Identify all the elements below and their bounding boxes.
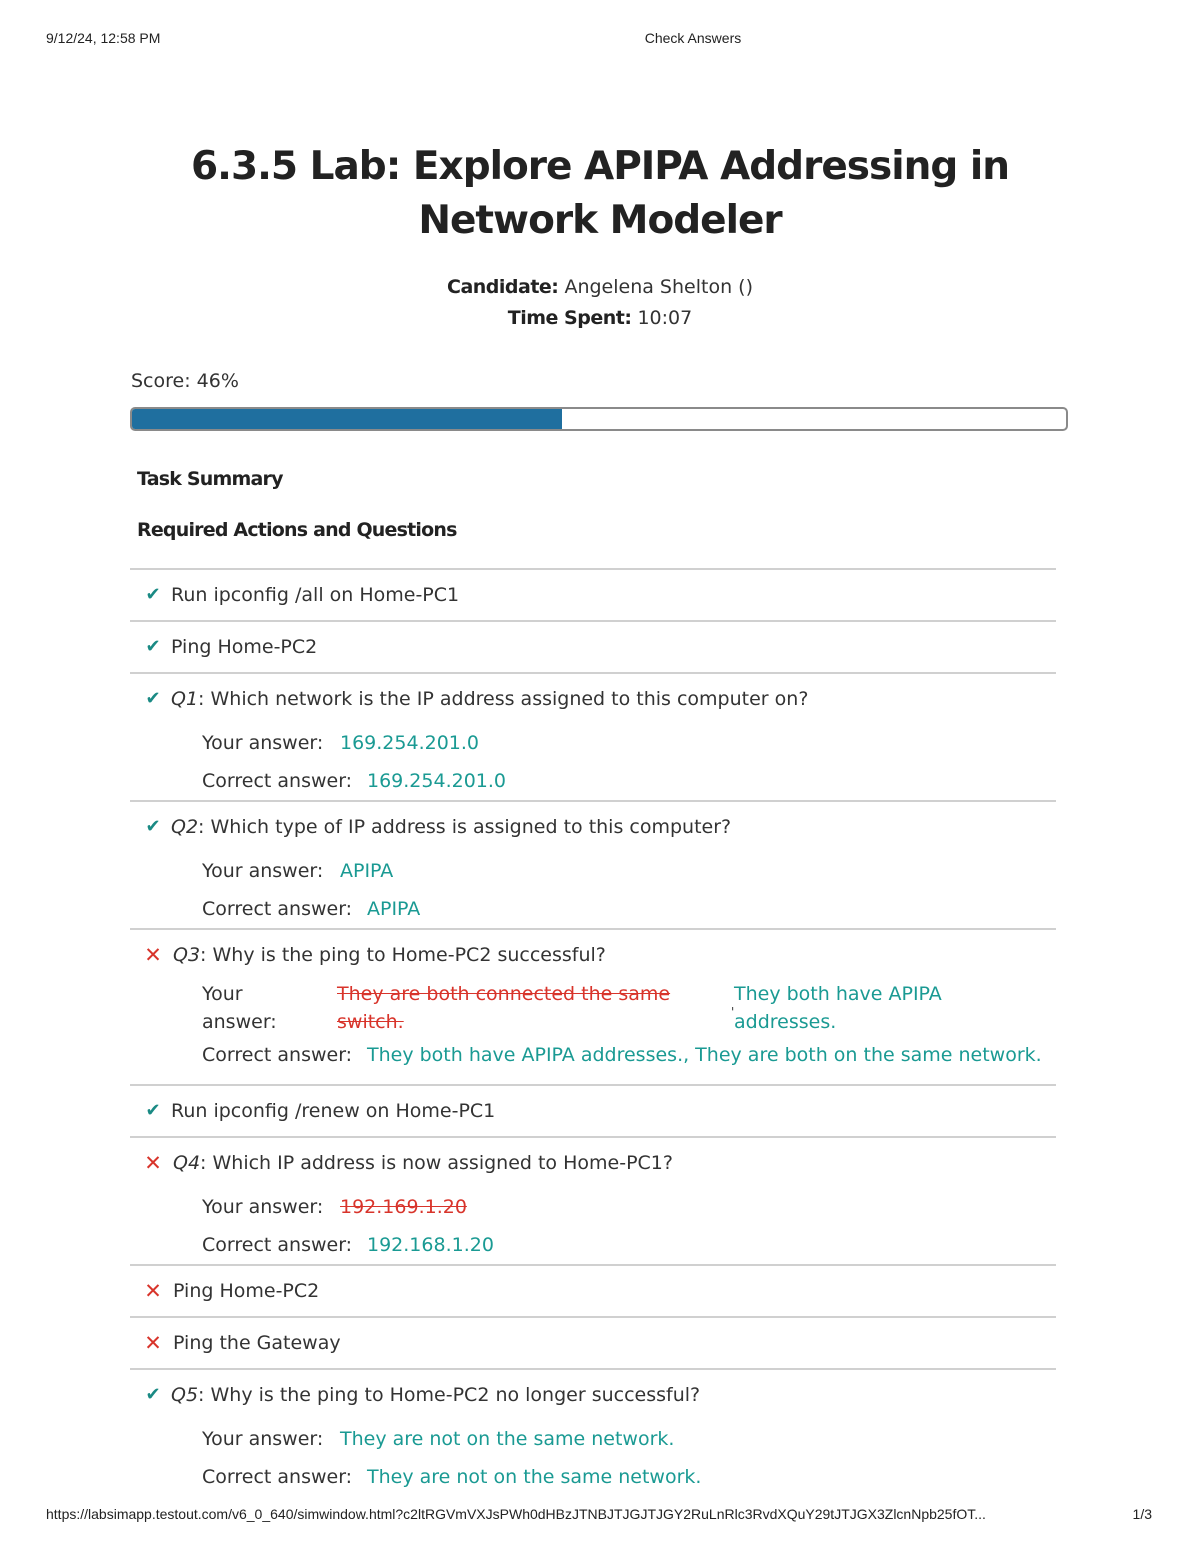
check-icon: ✔ [145,816,161,837]
correct-answer-value: 169.254.201.0 [367,770,507,792]
question-item-q3 [130,928,1056,1084]
page-number: 1/3 [1132,1506,1152,1522]
your-answer-label: Your answer: [202,732,324,754]
print-date: 9/12/24, 12:58 PM [46,30,161,46]
your-answer-value: 192.169.1.20 [340,1196,467,1218]
time-spent-value: 10:07 [637,307,693,329]
task-summary-heading: Task Summary [137,468,283,490]
task-item-ping-pc2 [130,620,1056,672]
question-text: : Which type of IP address is assigned to this computer? [198,816,732,838]
question-text: : Why is the ping to Home-PC2 successful? [200,944,606,966]
score-progress-fill [132,409,562,429]
x-icon: ✕ [144,1331,162,1355]
task-text: Run ipconfig /all on Home-PC1 [171,584,460,606]
question-item-q2 [130,800,1056,928]
check-icon: ✔ [145,1100,161,1121]
task-text: Ping Home-PC2 [171,636,318,658]
task-text: Ping Home-PC2 [173,1280,320,1302]
correct-answer-value: They are not on the same network. [367,1466,702,1488]
question-item-q1 [130,672,1056,800]
question-number: Q1 [171,688,199,710]
score-progress-bar [130,407,1068,431]
print-url: https://labsimapp.testout.com/v6_0_640/simwindow.html?c2ltRGVmVXJsPWh0dHBzJTNBJTJGJTJGY2RuLnRlc3RvdXQuY29tJTJGX3ZlcnNpb25fOT... [46,1506,986,1522]
your-answer-wrong-value: They are both connected the same switch. [337,983,671,1033]
correct-answer-label: Correct answer: [202,1466,353,1488]
correct-answer-value: 192.168.1.20 [367,1234,494,1256]
time-spent-label: Time Spent: [507,307,632,329]
task-item-ping-pc2-again [130,1264,1056,1316]
your-answer-value: 169.254.201.0 [340,732,480,754]
candidate-value: Angelena Shelton () [564,276,753,298]
question-text: : Which network is the IP address assigned to this computer on? [198,688,809,710]
check-icon: ✔ [145,584,161,605]
required-actions-heading: Required Actions and Questions [137,519,457,541]
correct-answer-label: Correct answer: [202,898,353,920]
your-answer-value: APIPA [340,860,394,882]
question-number: Q2 [171,816,199,838]
question-number: Q4 [173,1152,201,1174]
candidate-line [0,276,1200,298]
print-footer [0,1506,1200,1526]
your-answer-label: Your answer: [202,1428,324,1450]
check-icon: ✔ [145,636,161,657]
your-answer-label: Your answer: [202,860,324,882]
your-answer-value: They are not on the same network. [340,1428,675,1450]
separator-mark: ' [731,1005,735,1019]
correct-answer-value: APIPA [367,898,421,920]
question-text: : Which IP address is now assigned to Home-PC1? [200,1152,673,1174]
check-icon: ✔ [145,688,161,709]
task-text: Run ipconfig /renew on Home-PC1 [171,1100,496,1122]
correct-answer-value: They both have APIPA addresses., They are both on the same network. [367,1044,1042,1066]
page-title: 6.3.5 Lab: Explore APIPA Addressing in Network Modeler [191,144,1009,243]
question-number: Q5 [171,1384,199,1406]
time-spent-line [0,307,1200,329]
correct-answer-label: Correct answer: [202,770,353,792]
correct-answer-label: Correct answer: [202,1234,353,1256]
print-title: Check Answers [644,30,742,46]
question-item-q4 [130,1136,1056,1264]
question-text: : Why is the ping to Home-PC2 no longer successful? [198,1384,701,1406]
task-item-ipconfig-renew [130,1084,1056,1136]
correct-answer-label: Correct answer: [202,1044,353,1066]
x-icon: ✕ [144,1151,162,1175]
your-answer-label: Your answer: [202,983,277,1033]
task-text: Ping the Gateway [173,1332,341,1354]
your-answer-label: Your answer: [202,1196,324,1218]
task-list [130,568,1056,1496]
question-item-q5 [130,1368,1056,1496]
task-item-ipconfig-all [130,568,1056,620]
score-label: Score: 46% [131,370,239,392]
x-icon: ✕ [144,943,162,967]
x-icon: ✕ [144,1279,162,1303]
print-header [0,30,1200,50]
check-icon: ✔ [145,1384,161,1405]
your-answer-right-value: They both have APIPA addresses. [734,983,942,1033]
question-number: Q3 [173,944,201,966]
candidate-label: Candidate: [447,276,559,298]
task-item-ping-gateway [130,1316,1056,1368]
